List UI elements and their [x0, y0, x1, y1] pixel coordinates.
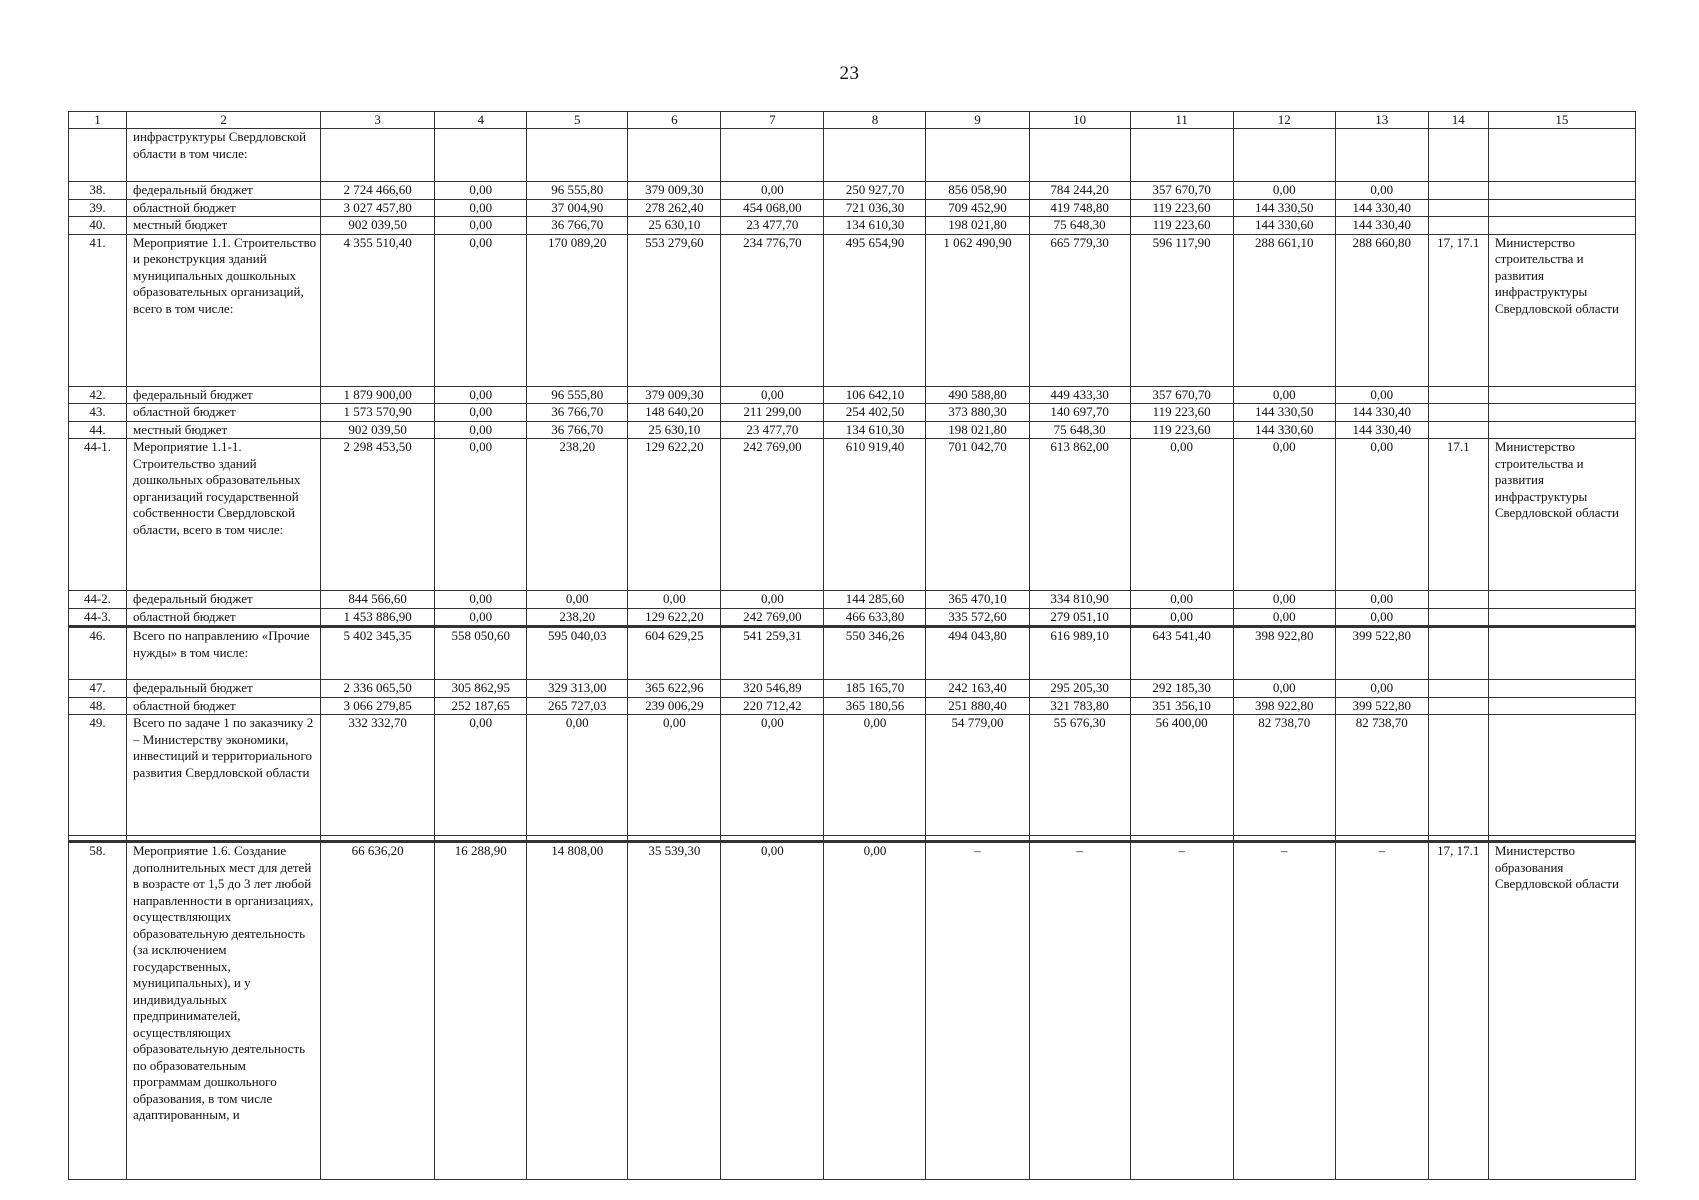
amount-cell: 36 766,70 [527, 404, 628, 422]
executor-cell [1488, 182, 1635, 200]
amount-cell: 449 433,30 [1029, 386, 1130, 404]
row-number-cell: 44-1. [69, 439, 127, 591]
amount-cell: 856 058,90 [926, 182, 1029, 200]
amount-cell: 0,00 [435, 715, 527, 836]
amount-cell: 250 927,70 [824, 182, 926, 200]
amount-cell: 0,00 [1233, 386, 1335, 404]
amount-cell [1029, 129, 1130, 182]
table-row [69, 680, 1636, 698]
goal-reference-cell [1428, 697, 1488, 715]
amount-cell: 185 165,70 [824, 680, 926, 698]
amount-cell: 305 862,95 [435, 680, 527, 698]
amount-cell: 242 769,00 [721, 439, 824, 591]
amount-cell [824, 129, 926, 182]
executor-cell: Министерство строительства и развития инфраструктуры Свердловской области [1488, 439, 1635, 591]
amount-cell: 398 922,80 [1233, 697, 1335, 715]
executor-cell [1488, 386, 1635, 404]
amount-cell: 0,00 [1335, 439, 1428, 591]
amount-cell: 0,00 [435, 386, 527, 404]
column-header: 6 [628, 112, 721, 129]
amount-cell: 119 223,60 [1130, 199, 1233, 217]
amount-cell: 902 039,50 [321, 421, 435, 439]
amount-cell: 604 629,25 [628, 627, 721, 680]
amount-cell: 144 330,60 [1233, 217, 1335, 235]
amount-cell: 106 642,10 [824, 386, 926, 404]
table-row [69, 439, 1636, 591]
amount-cell: 490 588,80 [926, 386, 1029, 404]
amount-cell: 0,00 [1130, 439, 1233, 591]
amount-cell: 239 006,29 [628, 697, 721, 715]
amount-cell: 82 738,70 [1335, 715, 1428, 836]
amount-cell: 23 477,70 [721, 421, 824, 439]
amount-cell: 0,00 [721, 182, 824, 200]
amount-cell: 144 330,50 [1233, 199, 1335, 217]
amount-cell: 54 779,00 [926, 715, 1029, 836]
amount-cell: 0,00 [1130, 591, 1233, 609]
amount-cell: 0,00 [527, 591, 628, 609]
goal-reference-cell [1428, 199, 1488, 217]
goal-reference-cell [1428, 627, 1488, 680]
row-number-cell: 44-3. [69, 608, 127, 627]
row-number-cell: 40. [69, 217, 127, 235]
amount-cell: 238,20 [527, 439, 628, 591]
row-number-cell: 47. [69, 680, 127, 698]
column-header: 1 [69, 112, 127, 129]
amount-cell: 134 610,30 [824, 421, 926, 439]
table-row [69, 421, 1636, 439]
row-name-cell: местный бюджет [127, 421, 321, 439]
amount-cell: 0,00 [435, 234, 527, 386]
amount-cell: 643 541,40 [1130, 627, 1233, 680]
executor-cell [1488, 608, 1635, 627]
amount-cell: 0,00 [435, 421, 527, 439]
amount-cell: 170 089,20 [527, 234, 628, 386]
amount-cell: 82 738,70 [1233, 715, 1335, 836]
amount-cell [721, 129, 824, 182]
amount-cell [926, 129, 1029, 182]
table-row [69, 182, 1636, 200]
amount-cell: 1 573 570,90 [321, 404, 435, 422]
table-row [69, 404, 1636, 422]
amount-cell: 295 205,30 [1029, 680, 1130, 698]
amount-cell: 357 670,70 [1130, 182, 1233, 200]
table-row [69, 217, 1636, 235]
amount-cell: 144 330,40 [1335, 217, 1428, 235]
amount-cell: 0,00 [824, 842, 926, 1180]
amount-cell [628, 129, 721, 182]
amount-cell: – [1130, 842, 1233, 1180]
amount-cell: 119 223,60 [1130, 421, 1233, 439]
row-number-cell: 46. [69, 627, 127, 680]
column-header: 13 [1335, 112, 1428, 129]
column-header: 3 [321, 112, 435, 129]
row-number-cell: 43. [69, 404, 127, 422]
goal-reference-cell [1428, 591, 1488, 609]
amount-cell: 844 566,60 [321, 591, 435, 609]
amount-cell: 129 622,20 [628, 439, 721, 591]
table-row [69, 697, 1636, 715]
row-name-cell: Всего по задаче 1 по заказчику 2 – Министерству экономики, инвестиций и территориального развития Свердловской области [127, 715, 321, 836]
amount-cell: 198 021,80 [926, 421, 1029, 439]
amount-cell: 784 244,20 [1029, 182, 1130, 200]
amount-cell: 0,00 [435, 591, 527, 609]
amount-cell: 495 654,90 [824, 234, 926, 386]
amount-cell: 134 610,30 [824, 217, 926, 235]
amount-cell: 0,00 [527, 715, 628, 836]
amount-cell [1335, 129, 1428, 182]
amount-cell: 140 697,70 [1029, 404, 1130, 422]
table-row [69, 627, 1636, 680]
amount-cell: 35 539,30 [628, 842, 721, 1180]
executor-cell [1488, 680, 1635, 698]
amount-cell: 399 522,80 [1335, 697, 1428, 715]
column-header: 9 [926, 112, 1029, 129]
column-header: 14 [1428, 112, 1488, 129]
amount-cell: 265 727,03 [527, 697, 628, 715]
row-number-cell: 49. [69, 715, 127, 836]
executor-cell: Министерство образования Свердловской области [1488, 842, 1635, 1180]
amount-cell: 0,00 [1233, 439, 1335, 591]
amount-cell: 292 185,30 [1130, 680, 1233, 698]
amount-cell: 2 724 466,60 [321, 182, 435, 200]
amount-cell: 398 922,80 [1233, 627, 1335, 680]
amount-cell: 144 330,60 [1233, 421, 1335, 439]
amount-cell: – [926, 842, 1029, 1180]
amount-cell: 365 180,56 [824, 697, 926, 715]
amount-cell: 14 808,00 [527, 842, 628, 1180]
amount-cell: 144 330,40 [1335, 199, 1428, 217]
amount-cell: 616 989,10 [1029, 627, 1130, 680]
amount-cell: 1 879 900,00 [321, 386, 435, 404]
amount-cell: 36 766,70 [527, 421, 628, 439]
amount-cell: 454 068,00 [721, 199, 824, 217]
amount-cell: 0,00 [435, 217, 527, 235]
amount-cell: 321 783,80 [1029, 697, 1130, 715]
amount-cell: 0,00 [1233, 608, 1335, 627]
table-row [69, 842, 1636, 1180]
amount-cell: 365 622,96 [628, 680, 721, 698]
amount-cell: 211 299,00 [721, 404, 824, 422]
amount-cell: 119 223,60 [1130, 217, 1233, 235]
amount-cell: 3 066 279,85 [321, 697, 435, 715]
budget-table [68, 111, 1636, 1180]
row-name-cell: федеральный бюджет [127, 386, 321, 404]
amount-cell: 66 636,20 [321, 842, 435, 1180]
amount-cell: 553 279,60 [628, 234, 721, 386]
amount-cell: 96 555,80 [527, 182, 628, 200]
executor-cell [1488, 129, 1635, 182]
amount-cell: 279 051,10 [1029, 608, 1130, 627]
table-row [69, 715, 1636, 836]
amount-cell: 0,00 [1335, 680, 1428, 698]
amount-cell: 1 453 886,90 [321, 608, 435, 627]
goal-reference-cell: 17.1 [1428, 439, 1488, 591]
amount-cell: 96 555,80 [527, 386, 628, 404]
amount-cell: 0,00 [435, 404, 527, 422]
amount-cell: 37 004,90 [527, 199, 628, 217]
amount-cell: 0,00 [824, 715, 926, 836]
table-row [69, 591, 1636, 609]
amount-cell: 365 470,10 [926, 591, 1029, 609]
row-number-cell: 58. [69, 842, 127, 1180]
goal-reference-cell [1428, 404, 1488, 422]
amount-cell: 399 522,80 [1335, 627, 1428, 680]
amount-cell: 5 402 345,35 [321, 627, 435, 680]
amount-cell: 466 633,80 [824, 608, 926, 627]
column-header: 15 [1488, 112, 1635, 129]
executor-cell [1488, 404, 1635, 422]
amount-cell: 558 050,60 [435, 627, 527, 680]
goal-reference-cell [1428, 386, 1488, 404]
row-name-cell: федеральный бюджет [127, 680, 321, 698]
amount-cell: 334 810,90 [1029, 591, 1130, 609]
amount-cell: – [1233, 842, 1335, 1180]
amount-cell: 0,00 [1335, 386, 1428, 404]
amount-cell: 55 676,30 [1029, 715, 1130, 836]
amount-cell: 610 919,40 [824, 439, 926, 591]
amount-cell [435, 129, 527, 182]
amount-cell: 75 648,30 [1029, 421, 1130, 439]
amount-cell: 709 452,90 [926, 199, 1029, 217]
row-name-cell: областной бюджет [127, 404, 321, 422]
amount-cell: 242 163,40 [926, 680, 1029, 698]
budget-table-container [68, 111, 1636, 1180]
row-name-cell: местный бюджет [127, 217, 321, 235]
column-header: 7 [721, 112, 824, 129]
amount-cell: 379 009,30 [628, 182, 721, 200]
row-name-cell: федеральный бюджет [127, 182, 321, 200]
amount-cell: 4 355 510,40 [321, 234, 435, 386]
amount-cell: 0,00 [721, 715, 824, 836]
table-row [69, 386, 1636, 404]
executor-cell [1488, 715, 1635, 836]
amount-cell: 665 779,30 [1029, 234, 1130, 386]
amount-cell: 254 402,50 [824, 404, 926, 422]
amount-cell: 0,00 [1335, 591, 1428, 609]
goal-reference-cell [1428, 715, 1488, 836]
goal-reference-cell [1428, 421, 1488, 439]
row-number-cell [69, 129, 127, 182]
amount-cell: 0,00 [721, 386, 824, 404]
amount-cell: 16 288,90 [435, 842, 527, 1180]
row-number-cell: 42. [69, 386, 127, 404]
column-header: 8 [824, 112, 926, 129]
amount-cell: 0,00 [1233, 591, 1335, 609]
row-number-cell: 44. [69, 421, 127, 439]
amount-cell: 494 043,80 [926, 627, 1029, 680]
column-header: 11 [1130, 112, 1233, 129]
amount-cell: 0,00 [1335, 608, 1428, 627]
table-body [69, 112, 1636, 1180]
amount-cell: – [1335, 842, 1428, 1180]
row-number-cell: 41. [69, 234, 127, 386]
executor-cell [1488, 217, 1635, 235]
amount-cell: 0,00 [435, 182, 527, 200]
amount-cell: 56 400,00 [1130, 715, 1233, 836]
amount-cell: 0,00 [1130, 608, 1233, 627]
amount-cell: 550 346,26 [824, 627, 926, 680]
amount-cell: 0,00 [628, 591, 721, 609]
table-row [69, 234, 1636, 386]
row-number-cell: 48. [69, 697, 127, 715]
goal-reference-cell [1428, 182, 1488, 200]
goal-reference-cell [1428, 217, 1488, 235]
amount-cell: 234 776,70 [721, 234, 824, 386]
row-name-cell: областной бюджет [127, 697, 321, 715]
column-header: 5 [527, 112, 628, 129]
row-name-cell: областной бюджет [127, 608, 321, 627]
amount-cell: 701 042,70 [926, 439, 1029, 591]
amount-cell: 23 477,70 [721, 217, 824, 235]
goal-reference-cell: 17, 17.1 [1428, 234, 1488, 386]
amount-cell [1130, 129, 1233, 182]
column-header: 10 [1029, 112, 1130, 129]
executor-cell [1488, 421, 1635, 439]
amount-cell [321, 129, 435, 182]
amount-cell: 335 572,60 [926, 608, 1029, 627]
amount-cell: 75 648,30 [1029, 217, 1130, 235]
amount-cell: 329 313,00 [527, 680, 628, 698]
amount-cell: 332 332,70 [321, 715, 435, 836]
amount-cell: 595 040,03 [527, 627, 628, 680]
amount-cell [527, 129, 628, 182]
amount-cell: 0,00 [628, 715, 721, 836]
row-number-cell: 44-2. [69, 591, 127, 609]
amount-cell: 25 630,10 [628, 421, 721, 439]
amount-cell: 129 622,20 [628, 608, 721, 627]
amount-cell: 2 298 453,50 [321, 439, 435, 591]
amount-cell: 0,00 [435, 439, 527, 591]
amount-cell: 3 027 457,80 [321, 199, 435, 217]
executor-cell [1488, 199, 1635, 217]
amount-cell: 419 748,80 [1029, 199, 1130, 217]
row-name-cell: Мероприятие 1.6. Создание дополнительных мест для детей в возрасте от 1,5 до 3 лет любой направленности в организациях, осуществляющих образовательную деятельность (за исключением государственных, муниципальных), и у индивидуальных предпринимателей, осуществляющих образовательную деятельность по образовательным программам дошкольного образования, в том числе адаптированным, и [127, 842, 321, 1180]
table-row [69, 199, 1636, 217]
amount-cell: 0,00 [721, 591, 824, 609]
amount-cell: 288 660,80 [1335, 234, 1428, 386]
row-name-cell: инфраструктуры Свердловской области в том числе: [127, 129, 321, 182]
amount-cell [1233, 129, 1335, 182]
amount-cell: 0,00 [1335, 182, 1428, 200]
amount-cell: 0,00 [721, 842, 824, 1180]
amount-cell: 238,20 [527, 608, 628, 627]
amount-cell: 144 330,50 [1233, 404, 1335, 422]
row-name-cell: федеральный бюджет [127, 591, 321, 609]
amount-cell: 379 009,30 [628, 386, 721, 404]
amount-cell: 198 021,80 [926, 217, 1029, 235]
amount-cell: 351 356,10 [1130, 697, 1233, 715]
executor-cell [1488, 627, 1635, 680]
amount-cell: 0,00 [435, 199, 527, 217]
column-header: 12 [1233, 112, 1335, 129]
executor-cell [1488, 591, 1635, 609]
page-number: 23 [839, 63, 860, 84]
amount-cell: 613 862,00 [1029, 439, 1130, 591]
amount-cell: 721 036,30 [824, 199, 926, 217]
amount-cell: 373 880,30 [926, 404, 1029, 422]
amount-cell: 25 630,10 [628, 217, 721, 235]
amount-cell: 220 712,42 [721, 697, 824, 715]
amount-cell: 144 285,60 [824, 591, 926, 609]
table-row [69, 129, 1636, 182]
row-name-cell: Мероприятие 1.1-1. Строительство зданий дошкольных образовательных организаций государственной собственности Свердловской области, всего в том числе: [127, 439, 321, 591]
amount-cell: 36 766,70 [527, 217, 628, 235]
row-name-cell: Мероприятие 1.1. Строительство и реконструкция зданий муниципальных дошкольных образовательных организаций, всего в том числе: [127, 234, 321, 386]
amount-cell: 357 670,70 [1130, 386, 1233, 404]
amount-cell: 596 117,90 [1130, 234, 1233, 386]
amount-cell: 0,00 [1233, 182, 1335, 200]
goal-reference-cell [1428, 680, 1488, 698]
amount-cell: 119 223,60 [1130, 404, 1233, 422]
row-number-cell: 38. [69, 182, 127, 200]
executor-cell: Министерство строительства и развития инфраструктуры Свердловской области [1488, 234, 1635, 386]
amount-cell: 144 330,40 [1335, 421, 1428, 439]
amount-cell: 252 187,65 [435, 697, 527, 715]
amount-cell: 144 330,40 [1335, 404, 1428, 422]
amount-cell: 541 259,31 [721, 627, 824, 680]
amount-cell: 0,00 [1233, 680, 1335, 698]
amount-cell: 320 546,89 [721, 680, 824, 698]
row-name-cell: Всего по направлению «Прочие нужды» в том числе: [127, 627, 321, 680]
row-number-cell: 39. [69, 199, 127, 217]
goal-reference-cell: 17, 17.1 [1428, 842, 1488, 1180]
amount-cell: 278 262,40 [628, 199, 721, 217]
amount-cell: 2 336 065,50 [321, 680, 435, 698]
goal-reference-cell [1428, 129, 1488, 182]
amount-cell: – [1029, 842, 1130, 1180]
table-header-row [69, 112, 1636, 129]
amount-cell: 242 769,00 [721, 608, 824, 627]
column-header: 4 [435, 112, 527, 129]
amount-cell: 1 062 490,90 [926, 234, 1029, 386]
amount-cell: 0,00 [435, 608, 527, 627]
column-header: 2 [127, 112, 321, 129]
amount-cell: 288 661,10 [1233, 234, 1335, 386]
table-row [69, 608, 1636, 627]
amount-cell: 251 880,40 [926, 697, 1029, 715]
amount-cell: 902 039,50 [321, 217, 435, 235]
row-name-cell: областной бюджет [127, 199, 321, 217]
executor-cell [1488, 697, 1635, 715]
amount-cell: 148 640,20 [628, 404, 721, 422]
goal-reference-cell [1428, 608, 1488, 627]
